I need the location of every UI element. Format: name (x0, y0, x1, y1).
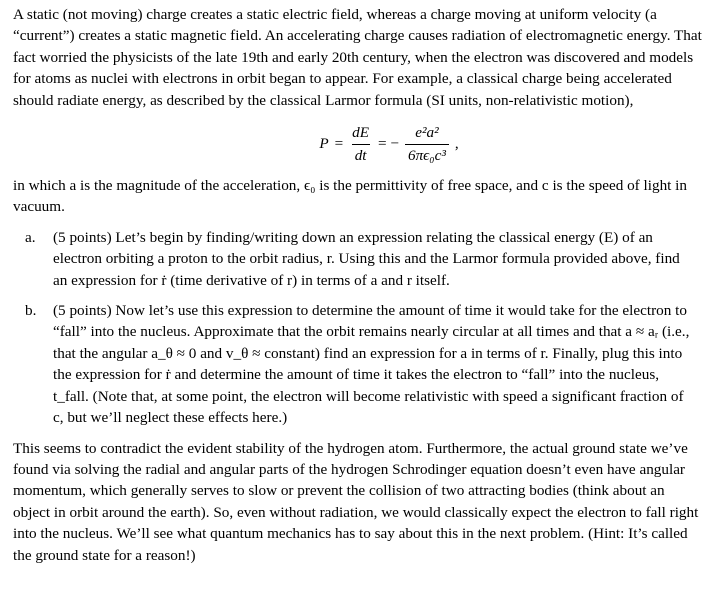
fraction-denominator: dt (352, 144, 370, 166)
conclusion-paragraph: This seems to contradict the evident stability of the hydrogen atom. Furthermore, the actual ground state we’ve found via solving the radial and angular parts of the hydrogen Schrodinger equation doesn’t even have angular momentum, which generally serves to slow or prevent the collision of two attracting bodies (think about an object in orbit around the earth). So, even without radiation, we would classically expect the electron to fall right into the nucleus. We’ll see what quantum mechanics has to say about this in the next problem. (Hint: It’s called the ground state for a reason!) (13, 439, 699, 564)
equation-lhs: P (319, 135, 329, 153)
part-text: (5 points) Let’s begin by finding/writing down an expression relating the classical energy (E) of an electron orbiting a proton to the orbit radius, r. Using this and the Larmor formula provided above, find an expression for ṙ (time derivative of r) in terms of a and r itself. (53, 228, 680, 289)
equation-equals-minus: = − (378, 135, 399, 153)
equation-equals: = (334, 135, 344, 153)
fraction-numerator: e²a² (415, 123, 439, 141)
fraction-numerator: dE (352, 123, 370, 141)
question-part (13, 300, 705, 428)
intro-paragraph: A static (not moving) charge creates a static electric field, whereas a charge moving at uniform velocity (a “current”) creates a static magnetic field. An accelerating charge causes radiation of electromagnetic energy. That fact worried the physicists of the late 19th and early 20th century, when the electron was discovered and models for atoms as nuclei with electrons in orbit began to appear. For example, a classical charge being accelerated should radiate energy, as described by the classical Larmor formula (SI units, non-relativistic motion), (13, 6, 702, 109)
part-marker: b. (25, 302, 37, 320)
fraction-larmor (405, 123, 449, 166)
larmor-equation (13, 113, 705, 175)
question-parts-list (13, 227, 705, 429)
equation-body (319, 123, 458, 166)
part-marker: a. (25, 228, 36, 246)
fraction-de-dt (349, 123, 372, 166)
equation-comma: , (454, 135, 459, 153)
fraction-denominator: 6πϵ₀c³ (405, 144, 449, 166)
question-part (13, 227, 705, 291)
part-text: (5 points) Now let’s use this expression to determine the amount of time it would take for the electron to “fall” into the nucleus. Approximate that the orbit remains nearly circular at all times and that a ≈ aᵣ (i.e., that the angular a_θ ≈ 0 and v_θ ≈ constant) find an expression for a in terms of r. Finally, plug this into the expression for ṙ and determine the amount of time it takes the electron to “fall” into the nucleus, t_fall. (Note that, at some point, the electron will become relativistic with speed a significant fraction of c, but we’ll neglect these effects here.) (53, 302, 690, 427)
definitions-paragraph: in which a is the magnitude of the acceleration, ϵ₀ is the permittivity of free space, and c is the speed of light in vacuum. (13, 177, 687, 216)
